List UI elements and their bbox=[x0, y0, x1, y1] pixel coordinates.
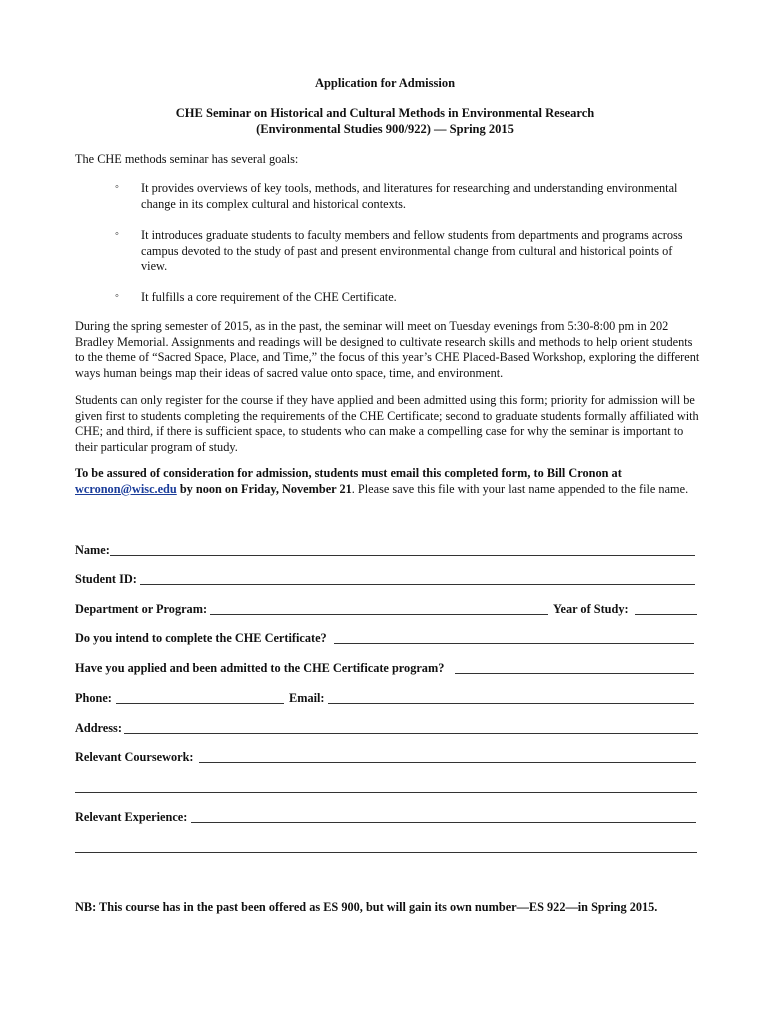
department-field[interactable] bbox=[210, 614, 548, 615]
year-label: Year of Study: bbox=[553, 602, 629, 616]
address-label: Address: bbox=[75, 721, 122, 735]
experience-field[interactable] bbox=[191, 822, 696, 823]
department-label: Department or Program: bbox=[75, 602, 208, 616]
goal-item bbox=[115, 290, 705, 306]
name-field[interactable] bbox=[110, 555, 695, 556]
goal-item bbox=[115, 228, 705, 276]
student-id-label: Student ID: bbox=[75, 572, 137, 586]
bullet-icon: ◦ bbox=[115, 228, 119, 240]
deadline-text: by noon on Friday, November 21 bbox=[176, 481, 352, 496]
seminar-title: CHE Seminar on Historical and Cultural Methods in Environmental Research bbox=[175, 106, 595, 120]
registration-paragraph: Students can only register for the course if they have applied and been admitted using this form; priority for admission will be given first to students completing the requirements of the CHE Certificate; second to graduate students formally affiliated with CHE; and third, if there is sufficient space, to students who can make a compelling case for why the seminar is important to their particular program of study. bbox=[75, 393, 699, 454]
che-applied-label: Have you applied and been admitted to the CHE Certificate program? bbox=[75, 661, 445, 675]
schedule-paragraph: During the spring semester of 2015, as in the past, the seminar will meet on Tuesday evenings from 5:30-8:00 pm in 202 Bradley Memorial. Assignments and readings will be designed to cultivate research skills and methods to help orient students to the theme of “Sacred Space, Place, and Time,” the focus of this year’s CHE Placed-Based Workshop, exploring the different ways human beings map their ideas of sacred value onto space, time, and environment. bbox=[75, 319, 700, 380]
goal-text: It fulfills a core requirement of the CHE Certificate. bbox=[141, 290, 397, 304]
address-field[interactable] bbox=[124, 733, 698, 734]
che-applied-field[interactable] bbox=[455, 673, 694, 674]
goal-text: It provides overviews of key tools, methods, and literatures for researching and understanding environmental change in its complex cultural and historical contexts. bbox=[141, 181, 678, 211]
goal-item bbox=[115, 181, 705, 213]
year-field[interactable] bbox=[635, 614, 697, 615]
intro-text: The CHE methods seminar has several goals: bbox=[75, 152, 299, 166]
student-id-field[interactable] bbox=[140, 584, 695, 585]
coursework-label: Relevant Coursework: bbox=[75, 750, 194, 764]
bullet-icon: ◦ bbox=[115, 290, 119, 302]
name-label: Name: bbox=[75, 543, 110, 557]
che-intent-label: Do you intend to complete the CHE Certificate? bbox=[75, 631, 327, 645]
save-instructions: . Please save this file with your last name appended to the file name. bbox=[351, 481, 689, 496]
email-link[interactable]: wcronon@wisc.edu bbox=[75, 481, 177, 496]
course-info: (Environmental Studies 900/922) — Spring 2015 bbox=[256, 122, 514, 136]
phone-label: Phone: bbox=[75, 691, 112, 705]
coursework-field[interactable] bbox=[199, 762, 696, 763]
che-intent-field[interactable] bbox=[334, 643, 694, 644]
bullet-icon: ◦ bbox=[115, 181, 119, 193]
email-field[interactable] bbox=[328, 703, 694, 704]
goal-text: It introduces graduate students to faculty members and fellow students from departments and programs across campus devoted to the study of past and present environmental change from cultural and historical points of view. bbox=[141, 228, 683, 273]
submission-bold-text: To be assured of consideration for admission, students must email this completed form, to Bill Cronon at bbox=[75, 466, 622, 480]
coursework-field-continued[interactable] bbox=[75, 792, 697, 793]
submission-instructions bbox=[75, 466, 705, 497]
experience-label: Relevant Experience: bbox=[75, 810, 188, 824]
page-title: Application for Admission bbox=[314, 76, 456, 90]
phone-field[interactable] bbox=[116, 703, 284, 704]
course-number-note: NB: This course has in the past been offered as ES 900, but will gain its own number—ES 922—in Spring 2015. bbox=[75, 900, 658, 914]
experience-field-continued[interactable] bbox=[75, 852, 697, 853]
email-label: Email: bbox=[289, 691, 325, 705]
